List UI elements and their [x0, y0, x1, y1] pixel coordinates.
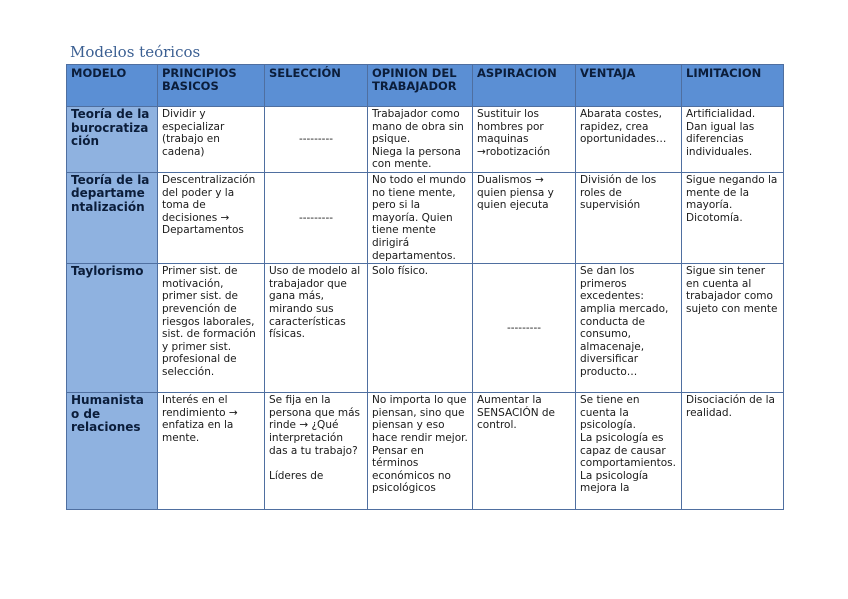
header-limitacion: LIMITACION	[682, 65, 784, 107]
row-model-name: Teoría de la burocratización	[67, 107, 158, 173]
header-seleccion: SELECCIÓN	[265, 65, 368, 107]
header-row	[67, 65, 784, 107]
table-row	[67, 264, 784, 393]
row-model-name: Teoría de la departamentalización	[67, 172, 158, 263]
table-row	[67, 107, 784, 173]
cell-aspiracion: Dualismos → quien piensa y quien ejecuta	[473, 172, 576, 263]
cell-principios: Dividir y especializar (trabajo en cadena)	[158, 107, 265, 173]
table-row	[67, 393, 784, 510]
cell-limitacion: Sigue sin tener en cuenta al trabajador como sujeto con mente	[682, 264, 784, 393]
cell-opinion: Solo físico.	[368, 264, 473, 393]
cell-opinion: Trabajador como mano de obra sin psique. Niega la persona con mente.	[368, 107, 473, 173]
cell-seleccion: Se fija en la persona que más rinde → ¿Qué interpretación das a tu trabajo? Líderes de	[265, 393, 368, 510]
cell-ventaja: Se tiene en cuenta la psicología. La psicología es capaz de causar comportamientos. La psicología mejora la	[576, 393, 682, 510]
cell-seleccion: Uso de modelo al trabajador que gana más, mirando sus características físicas.	[265, 264, 368, 393]
header-ventaja: VENTAJA	[576, 65, 682, 107]
cell-aspiracion: ---------	[473, 264, 576, 393]
models-table	[66, 64, 784, 510]
cell-principios: Primer sist. de motivación, primer sist. de prevención de riesgos laborales, sist. de formación y primer sist. profesional de selección.	[158, 264, 265, 393]
cell-seleccion: ---------	[265, 172, 368, 263]
header-aspiracion: ASPIRACION	[473, 65, 576, 107]
row-model-name: Humanista o de relaciones	[67, 393, 158, 510]
cell-aspiracion: Aumentar la SENSACIÓN de control.	[473, 393, 576, 510]
row-model-name: Taylorismo	[67, 264, 158, 393]
header-principios: PRINCIPIOS BASICOS	[158, 65, 265, 107]
table-row	[67, 172, 784, 263]
cell-ventaja: Abarata costes, rapidez, crea oportunidades…	[576, 107, 682, 173]
document-title: Modelos teóricos	[70, 43, 201, 61]
cell-principios: Interés en el rendimiento → enfatiza en la mente.	[158, 393, 265, 510]
cell-limitacion: Sigue negando la mente de la mayoría. Dicotomía.	[682, 172, 784, 263]
cell-seleccion: ---------	[265, 107, 368, 173]
cell-ventaja: División de los roles de supervisión	[576, 172, 682, 263]
cell-principios: Descentralización del poder y la toma de decisiones → Departamentos	[158, 172, 265, 263]
cell-opinion: No todo el mundo no tiene mente, pero si la mayoría. Quien tiene mente dirigirá departamentos.	[368, 172, 473, 263]
cell-opinion: No importa lo que piensan, sino que piensan y eso hace rendir mejor. Pensar en términos económicos no psicológicos	[368, 393, 473, 510]
header-modelo: MODELO	[67, 65, 158, 107]
cell-limitacion: Disociación de la realidad.	[682, 393, 784, 510]
header-opinion: OPINION DEL TRABAJADOR	[368, 65, 473, 107]
cell-aspiracion: Sustituir los hombres por maquinas →robotización	[473, 107, 576, 173]
cell-limitacion: Artificialidad. Dan igual las diferencias individuales.	[682, 107, 784, 173]
cell-ventaja: Se dan los primeros excedentes: amplia mercado, conducta de consumo, almacenaje, diversificar producto…	[576, 264, 682, 393]
